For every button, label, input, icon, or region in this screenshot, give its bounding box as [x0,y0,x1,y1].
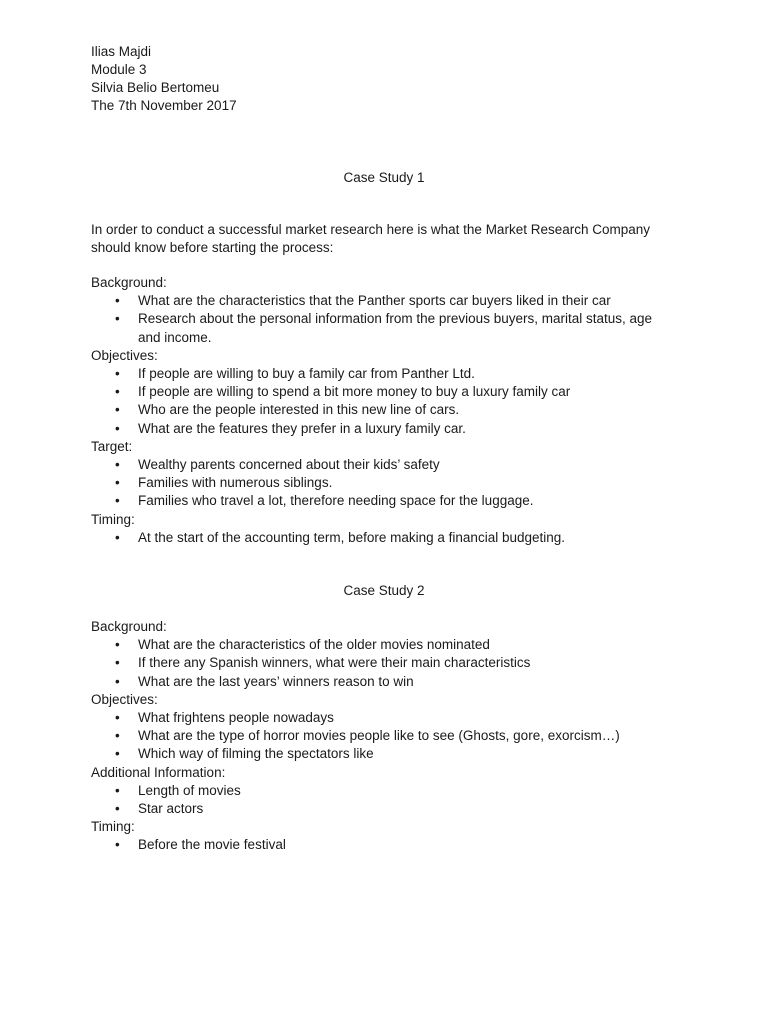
bullet-icon: • [115,493,120,509]
bullet-icon: • [115,837,120,853]
list-item: • Wealthy parents concerned about their kids’ safety [91,456,668,474]
cs2-timing-section [91,818,691,854]
case-study-1-intro: In order to conduct a successful market research here is what the Market Research Company should know before starting the process: [91,222,651,255]
section-heading: Objectives: [91,691,158,707]
list-item: • What are the characteristics of the older movies nominated [91,636,668,654]
case-study-2-title: Case Study 2 [343,583,425,598]
section-heading: Target: [91,438,133,454]
list-item: • Who are the people interested in this new line of cars. [91,401,668,419]
cs1-objectives-section [91,347,691,438]
module-label: Module 3 [91,62,147,77]
bullet-icon: • [115,402,120,418]
bullet-icon: • [115,365,120,381]
bullet-icon: • [115,800,120,816]
cs1-timing-section [91,511,691,547]
bullet-icon: • [115,420,120,436]
section-heading: Timing: [91,511,135,527]
list-item: • What are the type of horror movies people like to see (Ghosts, gore, exorcism…) [91,727,668,745]
bullet-icon: • [115,709,120,725]
list-item: • If there any Spanish winners, what were their main characteristics [91,654,668,672]
bullet-icon: • [115,728,120,744]
list-item: • Star actors [91,800,668,818]
list-item: • Before the movie festival [91,836,668,854]
teacher-name: Silvia Belio Bertomeu [91,80,220,95]
section-heading: Objectives: [91,347,158,363]
bullet-icon: • [115,746,120,762]
case-study-1-body [91,274,691,547]
list-item: • At the start of the accounting term, before making a financial budgeting. [91,529,668,547]
list-item: • If people are willing to spend a bit more money to buy a luxury family car [91,383,668,401]
bullet-icon: • [115,673,120,689]
author-name: Ilias Majdi [91,44,152,59]
case-study-1-title: Case Study 1 [343,170,425,185]
bullet-icon: • [115,311,120,327]
cs1-target-section [91,438,691,511]
case-study-2-body [91,618,691,855]
document-header [91,43,237,115]
list-item: • What are the features they prefer in a luxury family car. [91,420,668,438]
list-item: • What frightens people nowadays [91,709,668,727]
section-heading: Timing: [91,819,135,835]
list-item: • If people are willing to buy a family car from Panther Ltd. [91,365,668,383]
list-item: • Families with numerous siblings. [91,474,668,492]
bullet-icon: • [115,293,120,309]
section-heading: Background: [91,619,167,634]
section-heading: Additional Information: [91,764,226,780]
bullet-icon: • [115,655,120,671]
cs1-background-section [91,274,691,347]
bullet-icon: • [115,456,120,472]
cs2-background-section [91,618,691,691]
list-item: • What are the last years’ winners reason to win [91,673,668,691]
bullet-icon: • [115,782,120,798]
list-item: • Which way of filming the spectators like [91,745,668,763]
list-item: • Length of movies [91,782,668,800]
list-item: • Families who travel a lot, therefore needing space for the luggage. [91,492,668,510]
list-item: • Research about the personal information from the previous buyers, marital status, age and income. [115,311,653,345]
document-date: The 7th November 2017 [91,98,237,113]
bullet-icon: • [115,384,120,400]
cs2-objectives-section [91,691,691,764]
cs2-additional-info-section [91,764,691,819]
bullet-icon: • [115,475,120,491]
bullet-icon: • [115,529,120,545]
list-item: • What are the characteristics that the Panther sports car buyers liked in their car [91,292,668,310]
bullet-icon: • [115,637,120,653]
section-heading: Background: [91,275,167,290]
